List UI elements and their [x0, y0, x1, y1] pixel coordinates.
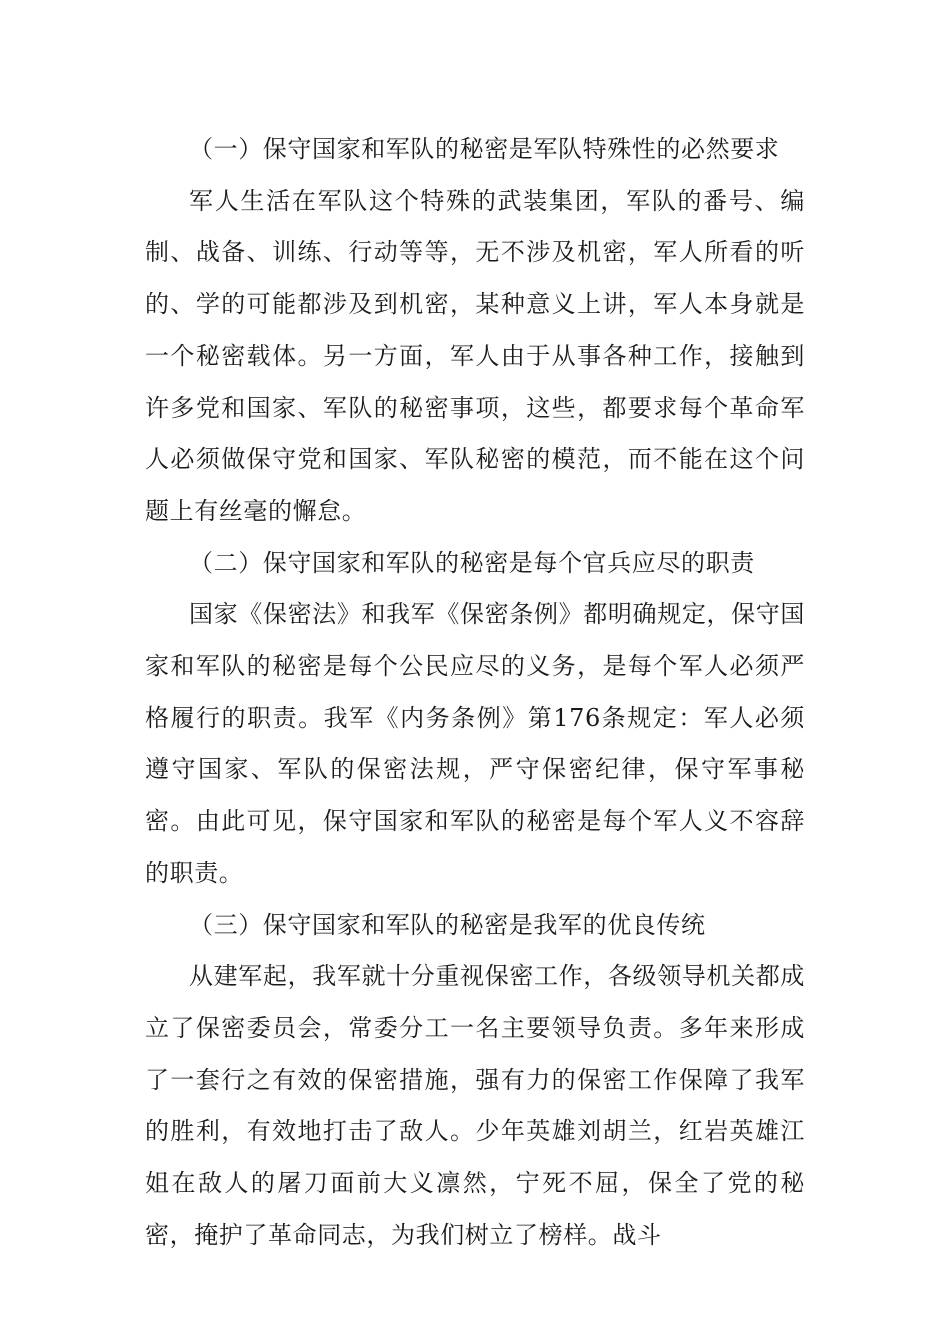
section-heading-2: （二）保守国家和军队的秘密是每个官兵应尽的职责: [189, 548, 755, 577]
section-paragraph-2: 国家《保密法》和我军《保密条例》都明确规定，保守国家和军队的秘密是每个公民应尽的义务，是每个军人必须严格履行的职责。我军《内务条例》第176条规定：军人必须遵守国家、军队的保密法规，严守保密纪律，保守军事秘密。由此可见，保守国家和军队的秘密是每个军人义不容辞的职责。: [145, 600, 805, 887]
section-heading-3: （三）保守国家和军队的秘密是我军的优良传统: [189, 910, 706, 939]
section-heading-1: （一）保守国家和军队的秘密是军队特殊性的必然要求: [189, 135, 780, 163]
document-body: [145, 124, 805, 1261]
section-paragraph-1: 军人生活在军队这个特殊的武装集团，军队的番号、编制、战备、训练、行动等等，无不涉及机密，军人所看的听的、学的可能都涉及到机密，某种意义上讲，军人本身就是一个秘密载体。另一方面，军人由于从事各种工作，接触到许多党和国家、军队的秘密事项，这些，都要求每个革命军人必须做保守党和国家、军队秘密的模范，而不能在这个问题上有丝毫的懈怠。: [145, 186, 805, 525]
section-paragraph-3: 从建军起，我军就十分重视保密工作，各级领导机关都成立了保密委员会，常委分工一名主要领导负责。多年来形成了一套行之有效的保密措施，强有力的保密工作保障了我军的胜利，有效地打击了敌人。少年英雄刘胡兰，红岩英雄江姐在敌人的屠刀面前大义凛然，宁死不屈，保全了党的秘密，掩护了革命同志，为我们树立了榜样。战斗: [145, 962, 805, 1249]
